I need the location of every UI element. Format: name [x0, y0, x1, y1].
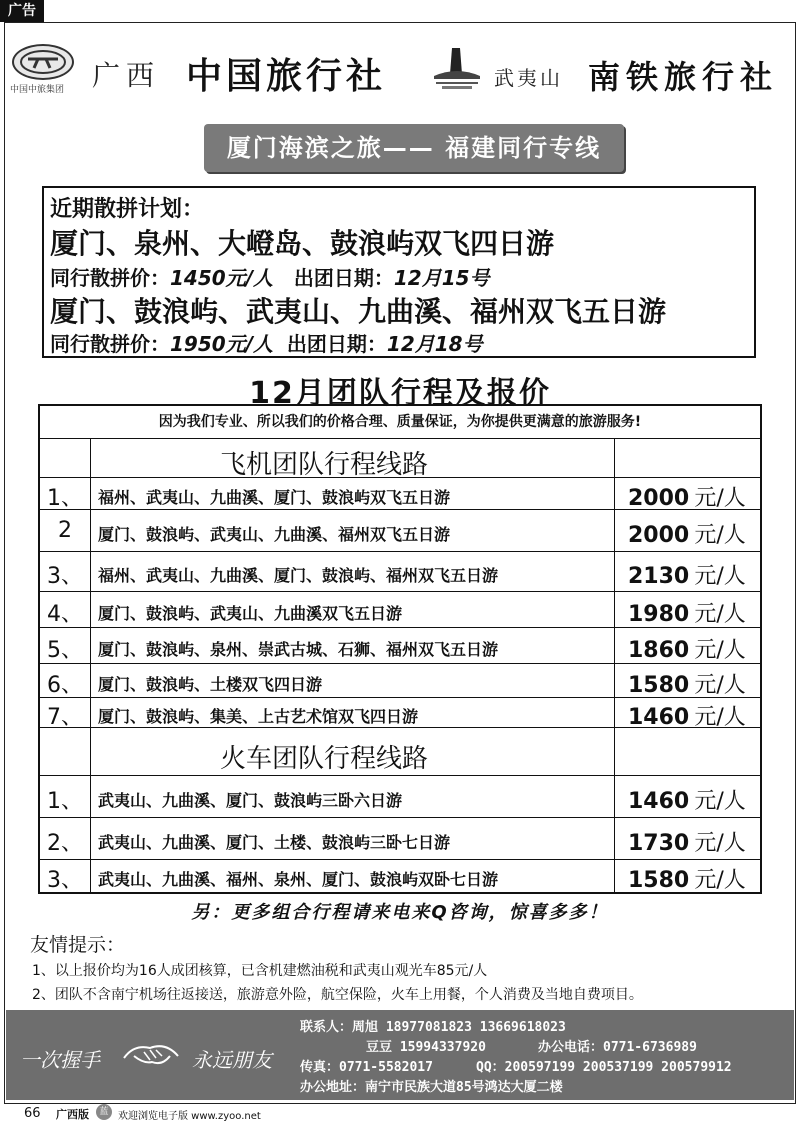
- row-index: 2、: [47, 831, 83, 856]
- row-unit: 元/人: [694, 868, 746, 893]
- office-phone: 办公电话：0771-6736989: [538, 1040, 697, 1055]
- row-index: 1、: [47, 789, 83, 814]
- ad-tag: 广告: [0, 0, 44, 22]
- row-price: 1730: [628, 831, 690, 856]
- row-route: 厦门、鼓浪屿、武夷山、九曲溪、福州双飞五日游: [98, 525, 451, 544]
- date-value: 12月15号: [393, 266, 490, 290]
- date-value: 12月18号: [386, 332, 483, 356]
- table-row: [40, 552, 760, 592]
- row-route: 厦门、鼓浪屿、土楼双飞四日游: [98, 675, 323, 694]
- handshake-icon: [120, 1034, 182, 1074]
- row-index: 7、: [47, 705, 83, 730]
- date-label: 出团日期：: [293, 266, 394, 290]
- row-route: 武夷山、九曲溪、厦门、土楼、鼓浪屿三卧七日游: [98, 833, 451, 852]
- row-unit: 元/人: [694, 831, 746, 856]
- row-price: 1860: [628, 638, 690, 663]
- row-index: 3、: [47, 868, 83, 893]
- row-unit: 元/人: [694, 523, 746, 548]
- recent-route-2-price-line: [50, 328, 483, 357]
- row-unit: 元/人: [694, 602, 746, 627]
- row-unit: 元/人: [694, 789, 746, 814]
- price-value: 1450元/人: [170, 266, 273, 290]
- row-route: 武夷山、九曲溪、厦门、鼓浪屿三卧六日游: [98, 791, 403, 810]
- table-row: [40, 698, 760, 728]
- office-address: 办公地址：南宁市民族大道85号鸿达大厦二楼: [300, 1080, 563, 1095]
- row-index: 3、: [47, 564, 83, 589]
- row-route: 厦门、鼓浪屿、武夷山、九曲溪双飞五日游: [98, 604, 403, 623]
- price-label: 同行散拼价：: [50, 332, 170, 356]
- price-value: 1950元/人: [170, 332, 273, 356]
- row-index: 5、: [47, 638, 83, 663]
- row-price: 1580: [628, 868, 690, 893]
- row-index: 2: [58, 518, 72, 543]
- table-row: [40, 818, 760, 860]
- row-price: 1980: [628, 602, 690, 627]
- train-section-title: 火车团队行程线路: [220, 744, 429, 774]
- page-title: 12月团队行程及报价: [249, 376, 551, 411]
- table-row: [40, 776, 760, 818]
- logo1-caption: 中国中旅集团: [10, 85, 65, 95]
- row-index: 6、: [47, 673, 83, 698]
- date-label: 出团日期：: [286, 332, 387, 356]
- row-route: 厦门、鼓浪屿、泉州、崇武古城、石狮、福州双飞五日游: [98, 640, 499, 659]
- flight-section-title: 飞机团队行程线路: [220, 450, 429, 480]
- brand2-name: 南铁旅行社: [588, 58, 779, 96]
- cits-logo-icon: [12, 44, 74, 80]
- recent-plan-heading: 近期散拼计划：: [50, 197, 205, 222]
- brand1-name: 中国旅行社: [186, 55, 387, 97]
- row-price: 1460: [628, 789, 690, 814]
- slogan-left: 一次握手: [20, 1048, 100, 1072]
- contact-person-2: 豆豆 15994337920: [366, 1040, 486, 1055]
- table-row: [40, 628, 760, 664]
- fax: 传真：0771-5582017: [300, 1060, 433, 1075]
- table-row: [40, 478, 760, 510]
- table-tagline: 因为我们专业、所以我们的价格合理、质量保证，为你提供更满意的旅游服务!: [40, 406, 760, 439]
- price-table: [38, 404, 762, 894]
- promo-banner: 厦门海滨之旅—— 福建同行专线: [204, 124, 624, 172]
- tip-item: 1、以上报价均为16人成团核算，已含机建燃油税和武夷山观光车85元/人: [32, 963, 488, 979]
- row-route: 福州、武夷山、九曲溪、厦门、鼓浪屿双飞五日游: [98, 488, 451, 507]
- brand1-region: 广西: [92, 59, 161, 92]
- table-row: [40, 664, 760, 698]
- row-unit: 元/人: [694, 705, 746, 730]
- row-price: 1460: [628, 705, 690, 730]
- row-route: 厦门、鼓浪屿、集美、上古艺术馆双飞四日游: [98, 707, 419, 726]
- row-index: 4、: [47, 602, 83, 627]
- flight-section-row: [40, 438, 760, 478]
- row-price: 2000: [628, 486, 690, 511]
- recent-plan-box: [42, 186, 756, 358]
- edition-label: 广西版: [56, 1108, 89, 1121]
- recent-route-2: 厦门、鼓浪屿、武夷山、九曲溪、福州双飞五日游: [50, 295, 667, 328]
- qq-numbers: QQ：200597199 200537199 200579912: [476, 1060, 732, 1075]
- recent-route-1-price-line: [50, 262, 490, 291]
- slogan-right: 永远朋友: [192, 1048, 272, 1072]
- edition-badge: 蓝: [96, 1104, 112, 1120]
- row-index: 1、: [47, 486, 83, 511]
- nantie-logo-icon: [430, 44, 484, 92]
- row-price: 1580: [628, 673, 690, 698]
- brand2-region: 武夷山: [494, 66, 563, 90]
- row-unit: 元/人: [694, 673, 746, 698]
- table-row: [40, 592, 760, 628]
- table-row: [40, 510, 760, 552]
- recent-route-1: 厦门、泉州、大嶝岛、鼓浪屿双飞四日游: [50, 227, 555, 260]
- row-price: 2000: [628, 523, 690, 548]
- train-section-row: [40, 728, 760, 776]
- table-row: [40, 860, 760, 892]
- row-route: 福州、武夷山、九曲溪、厦门、鼓浪屿、福州双飞五日游: [98, 566, 499, 585]
- row-unit: 元/人: [694, 486, 746, 511]
- contact-person: 联系人：周旭 18977081823 13669618023: [300, 1020, 566, 1035]
- price-label: 同行散拼价：: [50, 266, 170, 290]
- tip-item: 2、团队不含南宁机场往返接送，旅游意外险，航空保险，火车上用餐，个人消费及当地自费项目。: [32, 987, 643, 1003]
- row-price: 2130: [628, 564, 690, 589]
- website-link[interactable]: 欢迎浏览电子版 www.zyoo.net: [118, 1111, 261, 1122]
- page-number: 66: [24, 1106, 41, 1121]
- row-unit: 元/人: [694, 638, 746, 663]
- row-route: 武夷山、九曲溪、福州、泉州、厦门、鼓浪屿双卧七日游: [98, 870, 499, 889]
- contact-footer: [6, 1010, 794, 1100]
- promo-line: 另：更多组合行程请来电来Q咨询，惊喜多多！: [191, 902, 609, 923]
- tips-heading: 友情提示：: [30, 934, 126, 956]
- row-unit: 元/人: [694, 564, 746, 589]
